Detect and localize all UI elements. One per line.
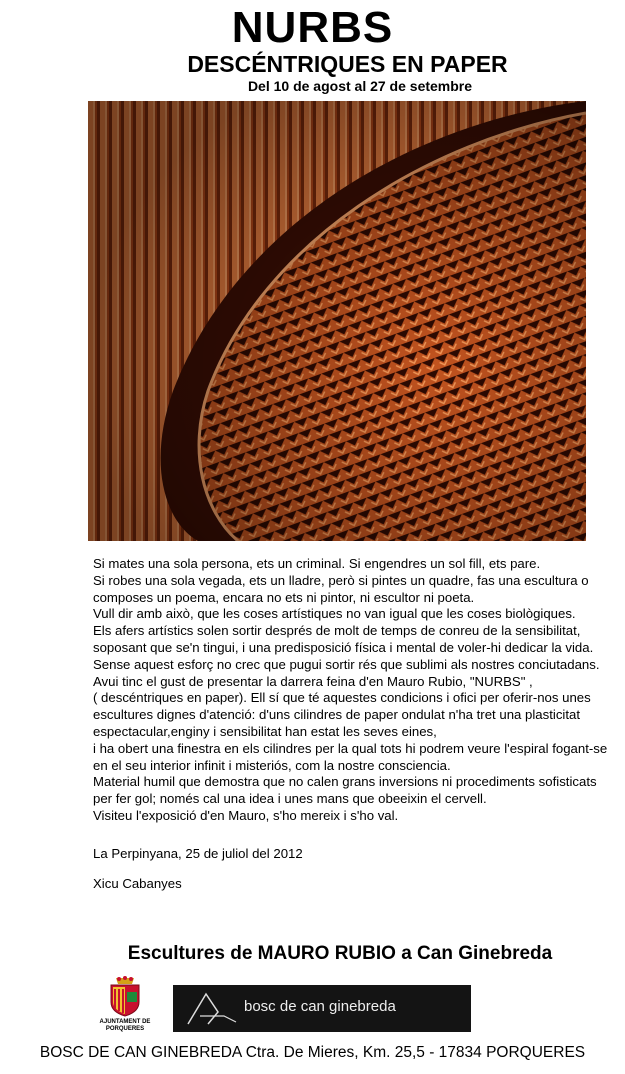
paragraph: i ha obert una finestra en els cilindres per la qual tots hi podrem veure l'espiral fogant-se en el seu interior infinit i misteriós, com la nostre consciencia. (93, 740, 608, 773)
paragraph: Si mates una sola persona, ets un criminal. Si engendres un sol fill, ets pare. (93, 556, 541, 571)
paragraph: Si robes una sola vegada, ets un lladre, però si pintes un quadre, fas una escultura o composes un poema, encara no ets ni pintor, ni escultor ni poeta. (93, 572, 589, 605)
paragraph: ( descéntriques en paper). Ell sí que té aquestes condicions i ofici per oferir-nos unes escultures dignes d'atenció: d'uns cilindres de paper ondulat n'ha tret una plasticitat espectacular,enginy i sensibilitat han estat les seves eines, (93, 690, 591, 739)
paragraph: Visiteu l'exposició d'en Mauro, s'ho mereix i s'ho val. (93, 807, 399, 823)
sculpture-photo (88, 101, 586, 541)
paragraph: Els afers artístics solen sortir després de molt de temps de conreu de la sensibilitat, soposant que se'n tingui, i una predisposició física i mental de voler-hi dedicar la vida. Sense aquest esforç no crec que pugui sortir rés que sublimi als nostres conciutadans. (93, 623, 600, 672)
paragraph: Vull dir amb això, que les coses artístiques no van igual que les coses biològiques. (93, 606, 576, 622)
paragraph: Material humil que demostra que no calen grans inversions ni procediments sofisticats per fer gol; només cal una idea i unes mans que obeeixin el cervell. (93, 774, 597, 807)
article-text (93, 556, 613, 825)
paragraph: Avui tinc el gust de presentar la darrera feina d'en Mauro Rubio, "NURBS" , (93, 673, 533, 689)
poster-title: NURBS (231, 3, 394, 52)
exhibition-dates: Del 10 de agost al 27 de setembre (247, 78, 473, 94)
sculpture-image (88, 101, 586, 541)
bosc-logo-mark-icon (184, 990, 240, 1028)
bosc-logo-text: bosc de can ginebreda (244, 998, 396, 1015)
author-signature: Xicu Cabanyes (93, 876, 182, 891)
venue-address: BOSC DE CAN GINEBREDA Ctra. De Mieres, Km. 25,5 - 17834 PORQUERES (39, 1044, 586, 1061)
footer-title: Escultures de MAURO RUBIO a Can Ginebreda (127, 943, 553, 964)
place-date: La Perpinyana, 25 de juliol del 2012 (93, 846, 303, 861)
crest-caption: AJUNTAMENT DE PORQUERES (99, 1019, 151, 1032)
poster-subtitle: DESCÉNTRIQUES EN PAPER (187, 51, 508, 77)
